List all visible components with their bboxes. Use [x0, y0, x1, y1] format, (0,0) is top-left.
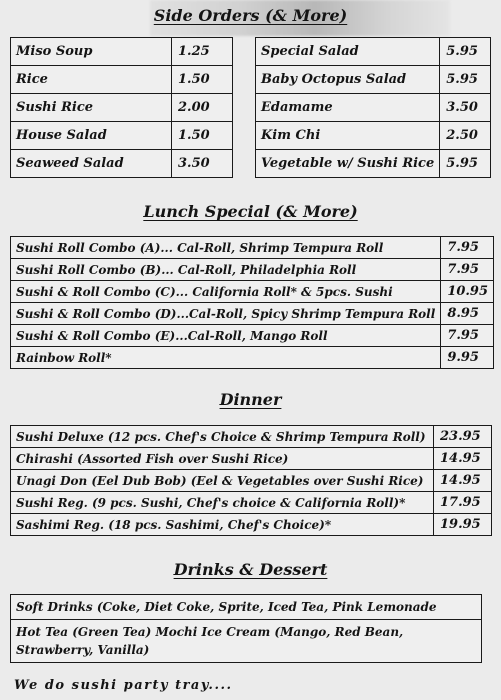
- item-price: 9.95: [441, 347, 494, 369]
- item-price: 1.50: [172, 66, 233, 94]
- item-price: 1.25: [172, 38, 233, 66]
- section-title-side-orders: Side Orders (& More): [153, 6, 348, 25]
- item-name: Sushi & Roll Combo (C)... California Roll* & 5pcs. Sushi: [11, 281, 441, 303]
- side-orders-table-left: [10, 37, 233, 178]
- table-row: [11, 492, 492, 514]
- table-row: [11, 259, 494, 281]
- item-price: 19.95: [434, 514, 492, 536]
- item-price: 5.95: [440, 66, 491, 94]
- item-name: Rainbow Roll*: [11, 347, 441, 369]
- table-row: [256, 150, 491, 178]
- item-price: 2.00: [172, 94, 233, 122]
- item-price: 7.95: [441, 259, 494, 281]
- table-row: [11, 66, 233, 94]
- item-price: 7.95: [441, 237, 494, 259]
- table-row: [11, 38, 233, 66]
- table-row: [11, 94, 233, 122]
- item-name: Baby Octopus Salad: [256, 66, 440, 94]
- item-price: 3.50: [440, 94, 491, 122]
- item-name: Chirashi (Assorted Fish over Sushi Rice): [11, 448, 434, 470]
- section-title-lunch-special: Lunch Special (& More): [143, 202, 358, 221]
- side-orders-table-right: [255, 37, 491, 178]
- item-price: 10.95: [441, 281, 494, 303]
- section-title-dinner: Dinner: [219, 390, 282, 409]
- item-name: Vegetable w/ Sushi Rice: [256, 150, 440, 178]
- item-name: Sushi Roll Combo (B)... Cal-Roll, Philadelphia Roll: [11, 259, 441, 281]
- item-name: Kim Chi: [256, 122, 440, 150]
- item-price: 5.95: [440, 38, 491, 66]
- item-price: 8.95: [441, 303, 494, 325]
- item-name: Edamame: [256, 94, 440, 122]
- party-tray-note: We do sushi party tray....: [14, 678, 233, 693]
- drinks-dessert-box: [10, 594, 482, 663]
- list-item: Soft Drinks (Coke, Diet Coke, Sprite, Iced Tea, Pink Lemonade: [16, 600, 437, 614]
- item-name: Sushi Roll Combo (A)... Cal-Roll, Shrimp Tempura Roll: [11, 237, 441, 259]
- dinner-table: [10, 425, 492, 536]
- table-row: [11, 448, 492, 470]
- item-name: Sushi & Roll Combo (D)...Cal-Roll, Spicy Shrimp Tempura Roll: [11, 303, 441, 325]
- item-name: Sushi & Roll Combo (E)...Cal-Roll, Mango Roll: [11, 325, 441, 347]
- table-row: [256, 94, 491, 122]
- table-row: [11, 325, 494, 347]
- item-name: Sushi Deluxe (12 pcs. Chef's Choice & Shrimp Tempura Roll): [11, 426, 434, 448]
- item-price: 5.95: [440, 150, 491, 178]
- item-name: Special Salad: [256, 38, 440, 66]
- table-row: [11, 514, 492, 536]
- table-row: [256, 38, 491, 66]
- item-name: Miso Soup: [11, 38, 172, 66]
- lunch-special-table: [10, 236, 494, 369]
- table-row: [256, 122, 491, 150]
- item-price: 2.50: [440, 122, 491, 150]
- item-name: Rice: [11, 66, 172, 94]
- item-name: Sashimi Reg. (18 pcs. Sashimi, Chef's Choice)*: [11, 514, 434, 536]
- item-price: 14.95: [434, 470, 492, 492]
- item-price: 1.50: [172, 122, 233, 150]
- table-row: [11, 303, 494, 325]
- table-row: [11, 347, 494, 369]
- table-row: [11, 237, 494, 259]
- item-price: 7.95: [441, 325, 494, 347]
- item-price: 23.95: [434, 426, 492, 448]
- table-row: [256, 66, 491, 94]
- table-row: [11, 426, 492, 448]
- item-price: 3.50: [172, 150, 233, 178]
- item-price: 17.95: [434, 492, 492, 514]
- table-row: [11, 470, 492, 492]
- item-price: 14.95: [434, 448, 492, 470]
- item-name: House Salad: [11, 122, 172, 150]
- item-name: Unagi Don (Eel Dub Bob) (Eel & Vegetables over Sushi Rice): [11, 470, 434, 492]
- item-name: Seaweed Salad: [11, 150, 172, 178]
- list-item: Hot Tea (Green Tea) Mochi Ice Cream (Mango, Red Bean, Strawberry, Vanilla): [11, 619, 481, 662]
- table-row: [11, 150, 233, 178]
- table-row: [11, 281, 494, 303]
- item-name: Sushi Rice: [11, 94, 172, 122]
- item-name: Sushi Reg. (9 pcs. Sushi, Chef's choice & California Roll)*: [11, 492, 434, 514]
- section-title-drinks-dessert: Drinks & Dessert: [173, 560, 328, 579]
- table-row: [11, 122, 233, 150]
